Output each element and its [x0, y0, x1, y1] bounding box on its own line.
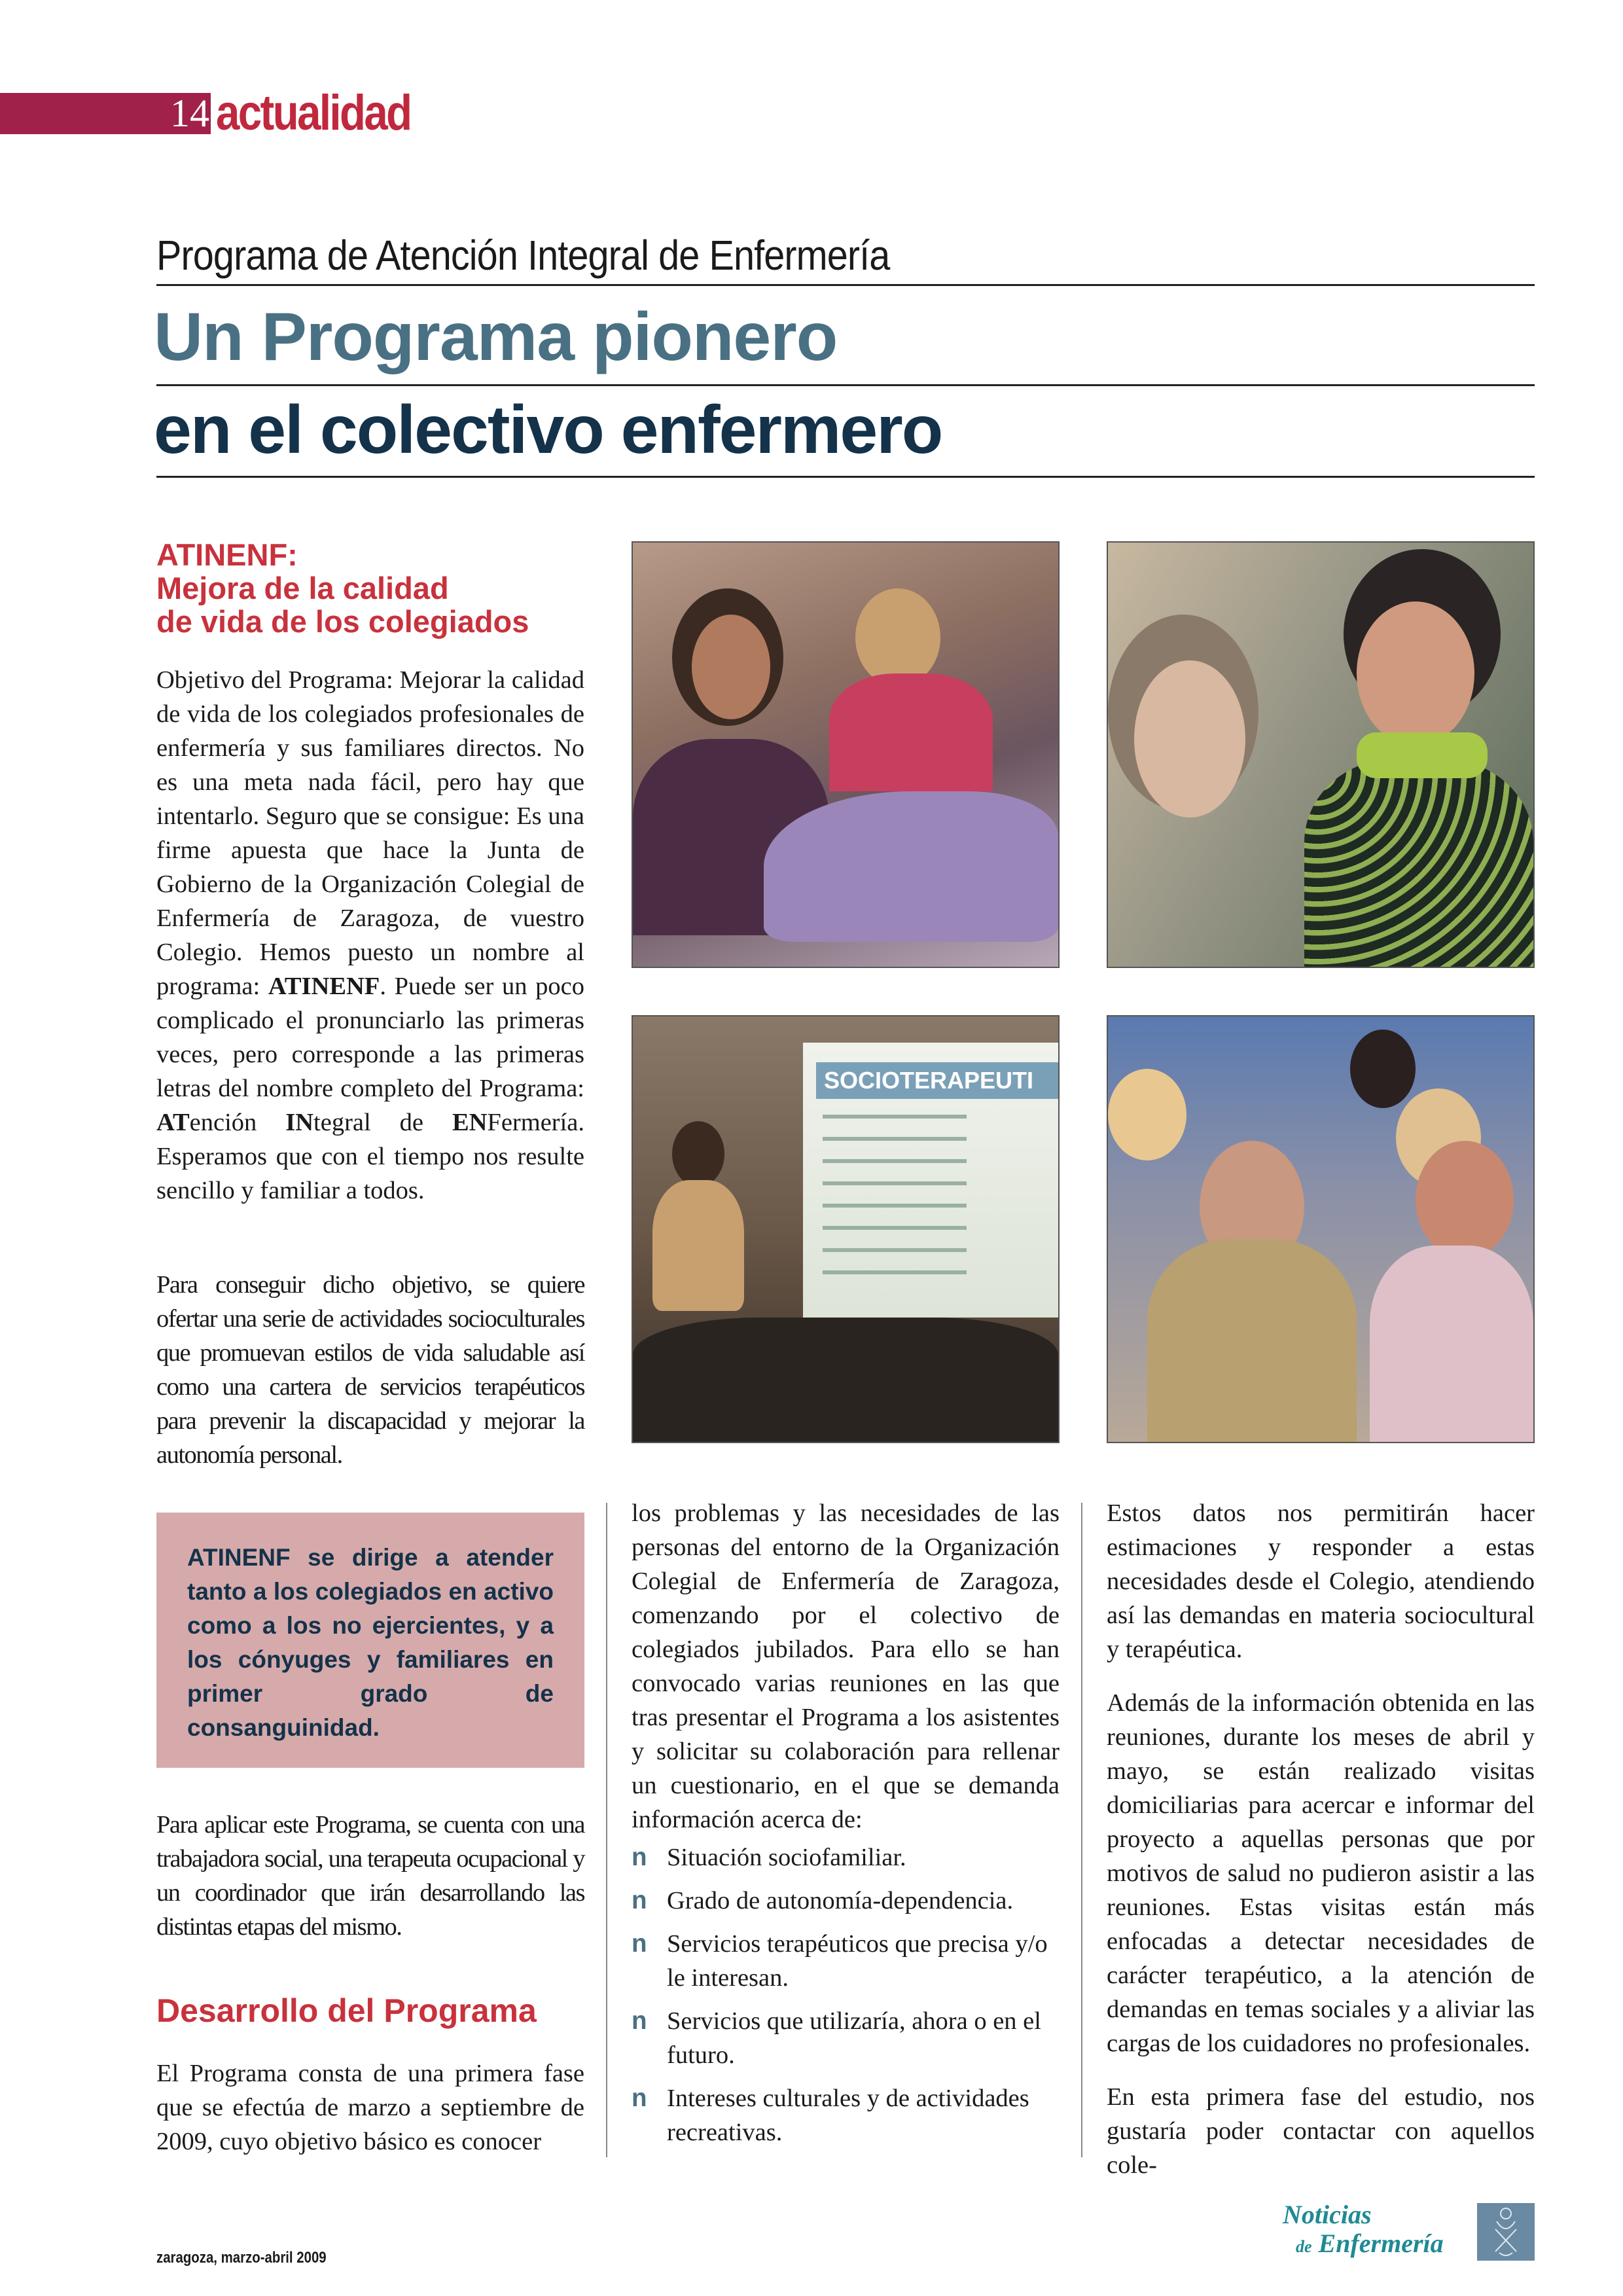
- man-suit: [1147, 1239, 1357, 1442]
- article-title-line1: Un Programa pionero: [154, 299, 838, 375]
- article-kicker: Programa de Atención Integral de Enfermería: [156, 232, 890, 279]
- list-item: [632, 1927, 1060, 1995]
- logo-wordmark: [1283, 2200, 1472, 2261]
- paragraph: Además de la información obtenida en las reuniones, durante los meses de abril y mayo, se están realizado visitas domiciliarias para acercar e informar del proyecto a aquellas personas que por motivos de salud no pudieron asistir a las reuniones. Estas visitas están más enfocadas a detectar necesidades de carácter terapéutico, a la atención de demandas en temas sociales y a aliviar las cargas de los cuidadores no profesionales.: [1107, 1689, 1535, 2057]
- logo-text: Noticias: [1283, 2200, 1372, 2229]
- heading-line: de vida de los colegiados: [156, 604, 529, 639]
- article-title-line2: en el colectivo enfermero: [154, 392, 942, 468]
- square-bullet-icon: n: [632, 2007, 647, 2035]
- bold-text: IN: [285, 1109, 314, 1136]
- divider: [156, 384, 1535, 386]
- issue-date: zaragoza, marzo-abril 2009: [156, 2249, 327, 2267]
- person-head: [855, 588, 940, 687]
- list-item: [632, 2004, 1060, 2072]
- callout-box: [156, 1513, 584, 1768]
- projection-screen: [803, 1043, 1058, 1318]
- square-bullet-icon: n: [632, 1843, 647, 1871]
- paragraph: El Programa consta de una primera fase que se efectúa de marzo a septiembre de 2009, cuyo objetivo básico es conocer: [156, 2060, 584, 2155]
- list-item: [632, 2081, 1060, 2149]
- person-face: [692, 615, 770, 719]
- person-head: [1350, 1030, 1416, 1108]
- column-3: [1107, 1496, 1535, 2182]
- person-head: [1416, 1141, 1514, 1259]
- column-rule: [1081, 1503, 1082, 2157]
- list-item-text: Servicios terapéuticos que precisa y/o le interesan.: [667, 1930, 1048, 1992]
- text: Objetivo del Programa: Mejorar la calidad de vida de los colegiados profesionales de enfermería y sus familiares directos. No es una meta nada fácil, pero hay que intentarlo. Seguro que se consigue: Es una firme apuesta que hace la Junta de Gobierno de la Organización Colegial de Enfermería de Zaragoza, de vuestro Colegio. Hemos puesto un nombre al programa:: [156, 666, 584, 1000]
- info-list: [632, 1840, 1060, 2149]
- paragraph: En esta primera fase del estudio, nos gustaría poder contactar con aquellos cole-: [1107, 2083, 1535, 2179]
- publication-logo: [1283, 2200, 1535, 2272]
- presenter-body: [652, 1180, 744, 1311]
- person-body: [1370, 1246, 1533, 1442]
- paragraph: Estos datos nos permitirán hacer estimaciones y responder a estas necesidades desde el Colegio, atendiendo así las demandas en materia sociocultural y terapéutica.: [1107, 1499, 1535, 1663]
- bold-text: AT: [156, 1109, 190, 1136]
- paragraph: Para conseguir dicho objetivo, se quiere ofertar una serie de actividades socioculturales que promuevan estilos de vida saludable así como una cartera de servicios terapéuticos para prevenir la discapacidad y mejorar la autonomía personal.: [156, 1271, 584, 1469]
- paragraph: Para aplicar este Programa, se cuenta con una trabajadora social, una terapeuta ocupacional y un coordinador que irán desarrollando las distintas etapas del mismo.: [156, 1811, 584, 1941]
- text: . Puede ser un poco complicado el pronunciarlo las primeras veces, pero corresponde a las primeras letras del nombre completo del Programa:: [156, 973, 584, 1102]
- square-bullet-icon: n: [632, 1929, 647, 1958]
- audience-silhouettes: [633, 1318, 1058, 1442]
- photo-two-women-talking: [1107, 541, 1535, 968]
- knitted-sweater: [1304, 759, 1533, 968]
- paragraph: los problemas y las necesidades de las personas del entorno de la Organización Colegial de Enfermería de Zaragoza, comenzando por el colectivo de colegiados jubilados. Para ello se han convocado varias reuniones en las que tras presentar el Programa a los asistentes y solicitar su colaboración para rellenar un cuestionario, en el que se demanda información acerca de:: [632, 1499, 1060, 1833]
- section-title: actualidad: [216, 85, 411, 141]
- blanket: [764, 791, 1058, 942]
- presenter-head: [672, 1121, 724, 1187]
- list-item-text: Grado de autonomía-dependencia.: [667, 1887, 1014, 1914]
- list-item-text: Situación sociofamiliar.: [667, 1844, 906, 1871]
- nurse-emblem-icon: [1477, 2203, 1535, 2261]
- bold-text: ATINENF: [268, 973, 380, 1000]
- divider: [156, 284, 1535, 286]
- slide-bullets: [823, 1115, 967, 1285]
- paragraph: [156, 663, 584, 1208]
- square-bullet-icon: n: [632, 2084, 647, 2112]
- list-item-text: Servicios que utilizaría, ahora o en el futuro.: [667, 2007, 1041, 2069]
- text: tegral de: [313, 1109, 452, 1136]
- list-item: [632, 1840, 1060, 1874]
- photo-presentation: [632, 1015, 1060, 1443]
- photo-audience-woman-seated: [632, 541, 1060, 968]
- text: ención: [189, 1109, 286, 1136]
- person-body: [829, 673, 993, 791]
- slide-title: SOCIOTERAPEUTI: [816, 1062, 1060, 1099]
- list-item: [632, 1884, 1060, 1918]
- list-item-text: Intereses culturales y de actividades recreativas.: [667, 2085, 1029, 2146]
- logo-text: de: [1296, 2237, 1312, 2256]
- callout-text: ATINENF se dirige a atender tanto a los colegiados en activo como a los no ejercientes, y a los cónyuges y familiares en primer grado de consanguinidad.: [187, 1544, 554, 1741]
- text: Fermería. Esperamos que con el tiempo nos resulte sencillo y familiar a todos.: [156, 1109, 585, 1204]
- bold-text: EN: [452, 1109, 488, 1136]
- person-head: [1108, 1069, 1186, 1160]
- square-bullet-icon: n: [632, 1886, 647, 1914]
- photo-audience-group: [1107, 1015, 1535, 1443]
- logo-text: Enfermería: [1318, 2229, 1444, 2258]
- column-rule: [606, 1503, 607, 2157]
- divider: [156, 476, 1535, 478]
- green-scarf: [1357, 732, 1488, 778]
- person-face: [1357, 601, 1474, 745]
- page-number: 14: [170, 92, 209, 135]
- subheading: Desarrollo del Programa: [156, 1992, 537, 2029]
- column-2: [632, 1496, 1060, 2159]
- heading-line: Mejora de la calidad: [156, 571, 449, 605]
- person-face: [1134, 660, 1245, 817]
- heading-line: ATINENF:: [156, 537, 298, 572]
- section-heading: [156, 538, 601, 638]
